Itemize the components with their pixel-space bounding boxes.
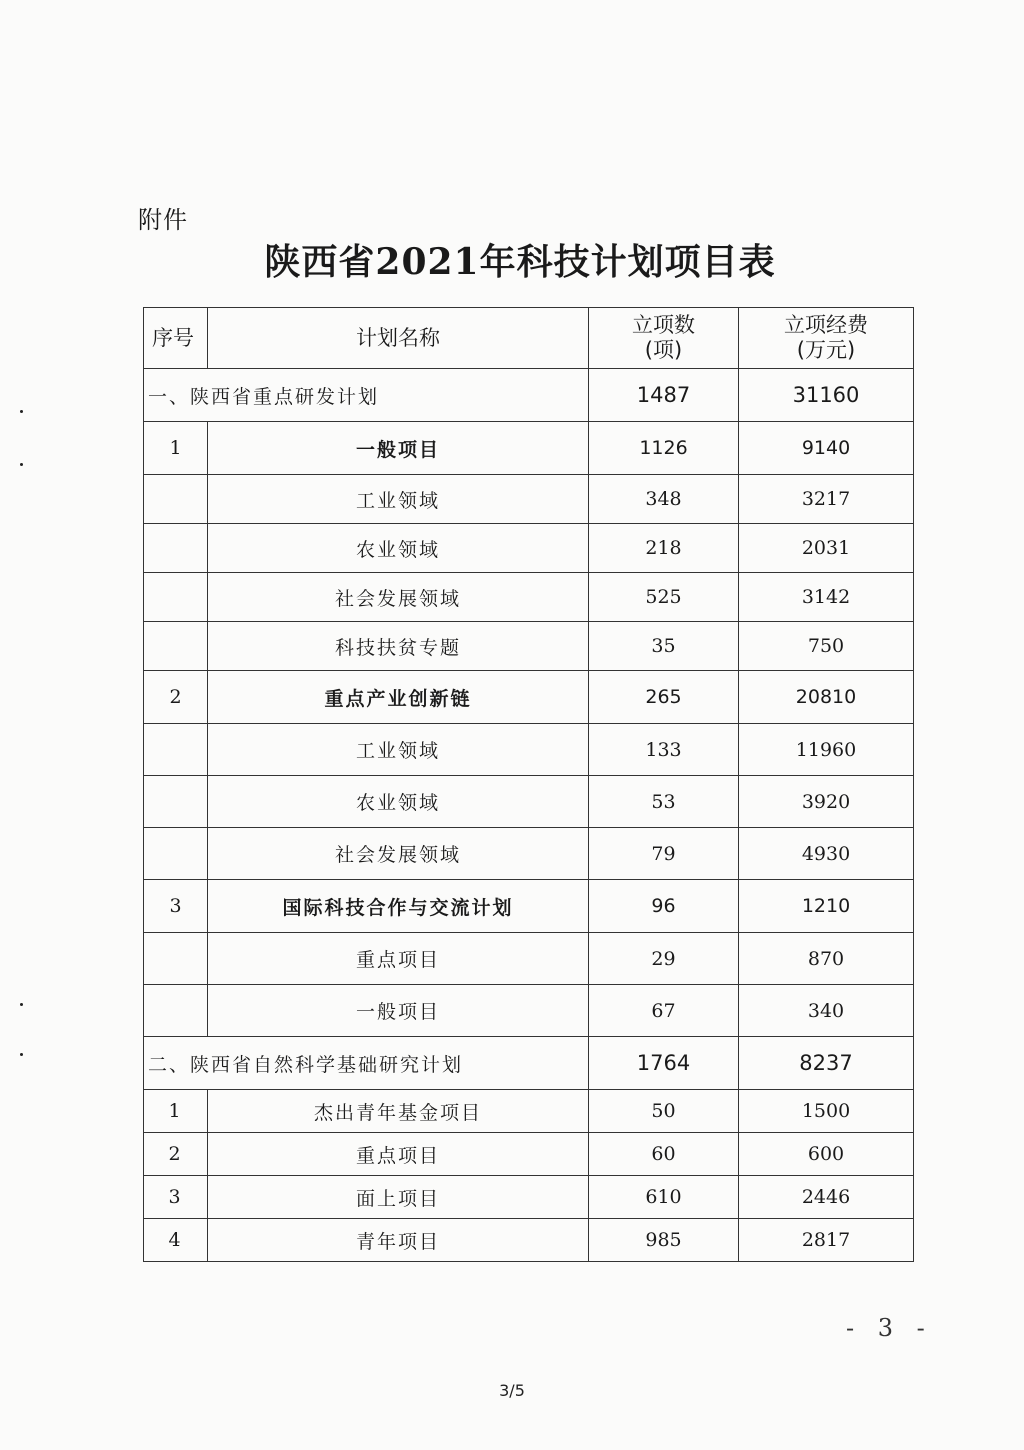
table-row [144, 1090, 914, 1133]
name-cell: 重点项目 [208, 933, 589, 985]
name-cell: 社会发展领域 [208, 828, 589, 880]
table-row [144, 828, 914, 880]
count-cell: 525 [589, 573, 739, 622]
page-indicator: 3/5 [499, 1381, 525, 1400]
table-row [144, 671, 914, 724]
index-cell: 3 [144, 880, 208, 933]
count-cell: 1764 [589, 1037, 739, 1090]
index-cell [144, 776, 208, 828]
funding-cell: 31160 [739, 369, 914, 422]
count-cell: 1126 [589, 422, 739, 475]
plan-table [143, 307, 914, 1262]
funding-cell: 8237 [739, 1037, 914, 1090]
table-row [144, 1176, 914, 1219]
table-row [144, 573, 914, 622]
header-count-line2: (项) [644, 338, 683, 362]
header-funding [739, 308, 914, 369]
name-cell: 科技扶贫专题 [208, 622, 589, 671]
index-cell [144, 524, 208, 573]
count-cell: 610 [589, 1176, 739, 1219]
table-row [144, 475, 914, 524]
name-cell: 农业领域 [208, 524, 589, 573]
table-row [144, 1133, 914, 1176]
name-cell: 重点项目 [208, 1133, 589, 1176]
page-number: - 3 - [846, 1314, 933, 1342]
name-cell: 重点产业创新链 [208, 671, 589, 724]
name-cell: 一般项目 [208, 985, 589, 1037]
section-name: 一、陕西省重点研发计划 [144, 369, 589, 422]
index-cell [144, 475, 208, 524]
index-cell: 4 [144, 1219, 208, 1262]
name-cell: 面上项目 [208, 1176, 589, 1219]
document-title: 陕西省2021年科技计划项目表 [264, 241, 776, 283]
header-name: 计划名称 [208, 308, 589, 369]
count-cell: 67 [589, 985, 739, 1037]
header-funding-line1: 立项经费 [784, 313, 868, 337]
index-cell: 1 [144, 1090, 208, 1133]
count-cell: 348 [589, 475, 739, 524]
table-row [144, 524, 914, 573]
index-cell [144, 933, 208, 985]
name-cell: 一般项目 [208, 422, 589, 475]
section-row [144, 1037, 914, 1090]
funding-cell: 4930 [739, 828, 914, 880]
section-row [144, 369, 914, 422]
section-name: 二、陕西省自然科学基础研究计划 [144, 1037, 589, 1090]
count-cell: 35 [589, 622, 739, 671]
index-cell: 1 [144, 422, 208, 475]
name-cell: 青年项目 [208, 1219, 589, 1262]
count-cell: 96 [589, 880, 739, 933]
name-cell: 杰出青年基金项目 [208, 1090, 589, 1133]
table-row [144, 1219, 914, 1262]
attachment-label: 附件 [138, 206, 188, 234]
header-count [589, 308, 739, 369]
funding-cell: 1500 [739, 1090, 914, 1133]
table-row [144, 933, 914, 985]
scan-dot [20, 463, 23, 466]
funding-cell: 870 [739, 933, 914, 985]
table-row [144, 880, 914, 933]
scan-dot [20, 410, 23, 413]
funding-cell: 1210 [739, 880, 914, 933]
name-cell: 工业领域 [208, 475, 589, 524]
funding-cell: 340 [739, 985, 914, 1037]
table-header-row [144, 308, 914, 369]
table-row [144, 422, 914, 475]
count-cell: 1487 [589, 369, 739, 422]
count-cell: 265 [589, 671, 739, 724]
count-cell: 985 [589, 1219, 739, 1262]
index-cell [144, 828, 208, 880]
index-cell [144, 724, 208, 776]
funding-cell: 11960 [739, 724, 914, 776]
funding-cell: 3217 [739, 475, 914, 524]
index-cell: 2 [144, 671, 208, 724]
funding-cell: 3142 [739, 573, 914, 622]
funding-cell: 20810 [739, 671, 914, 724]
name-cell: 国际科技合作与交流计划 [208, 880, 589, 933]
name-cell: 社会发展领域 [208, 573, 589, 622]
name-cell: 农业领域 [208, 776, 589, 828]
funding-cell: 750 [739, 622, 914, 671]
funding-cell: 2031 [739, 524, 914, 573]
scan-dot [20, 1003, 23, 1006]
table-row [144, 776, 914, 828]
header-count-line1: 立项数 [632, 313, 695, 337]
count-cell: 29 [589, 933, 739, 985]
header-index: 序号 [144, 308, 208, 369]
funding-cell: 9140 [739, 422, 914, 475]
scan-dot [20, 1053, 23, 1056]
table-row [144, 622, 914, 671]
count-cell: 53 [589, 776, 739, 828]
index-cell: 3 [144, 1176, 208, 1219]
count-cell: 133 [589, 724, 739, 776]
index-cell [144, 622, 208, 671]
funding-cell: 2446 [739, 1176, 914, 1219]
count-cell: 79 [589, 828, 739, 880]
index-cell [144, 573, 208, 622]
table-row [144, 985, 914, 1037]
count-cell: 218 [589, 524, 739, 573]
funding-cell: 600 [739, 1133, 914, 1176]
name-cell: 工业领域 [208, 724, 589, 776]
count-cell: 50 [589, 1090, 739, 1133]
header-funding-line2: (万元) [796, 338, 856, 362]
funding-cell: 3920 [739, 776, 914, 828]
funding-cell: 2817 [739, 1219, 914, 1262]
table-row [144, 724, 914, 776]
index-cell: 2 [144, 1133, 208, 1176]
count-cell: 60 [589, 1133, 739, 1176]
index-cell [144, 985, 208, 1037]
